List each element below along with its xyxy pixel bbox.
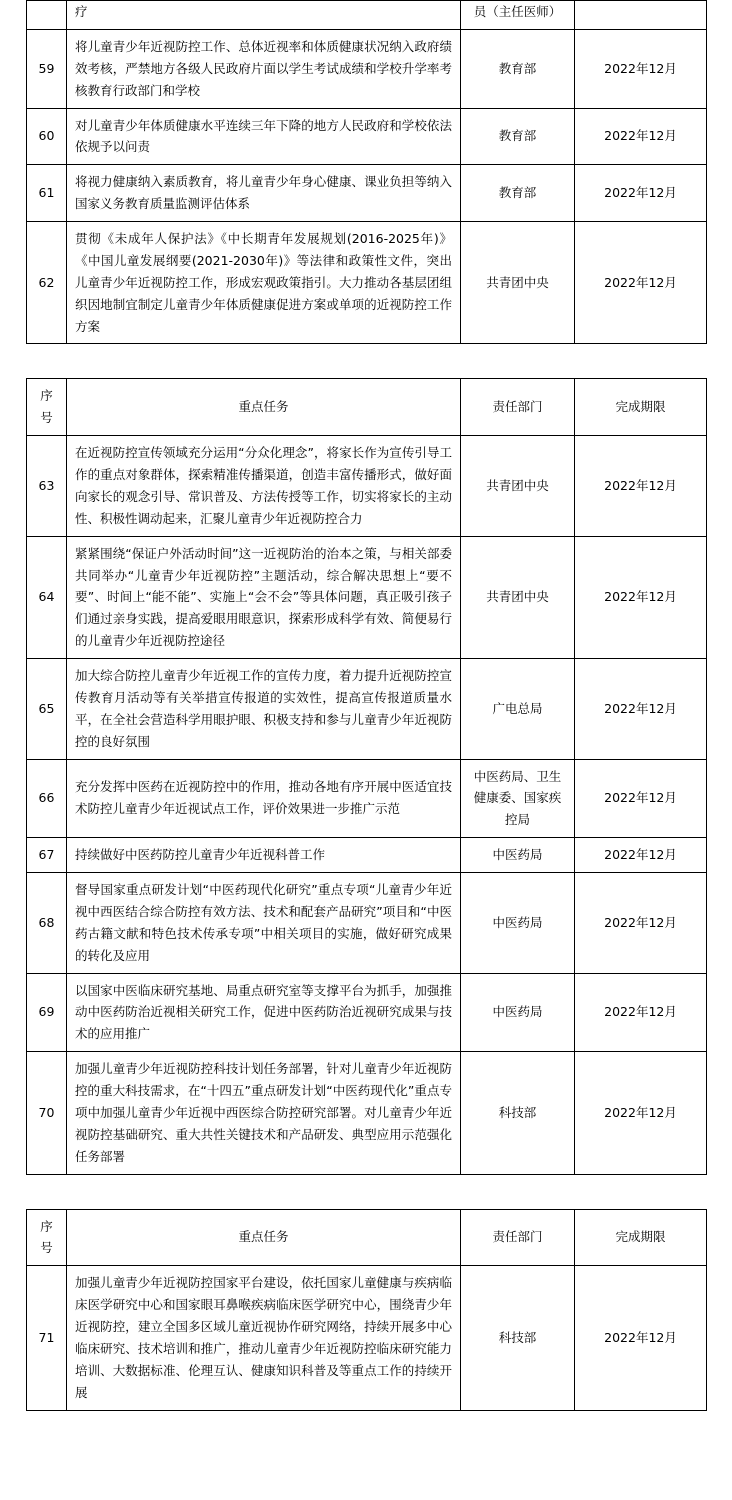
row-task: 紧紧围绕“保证户外活动时间”这一近视防治的治本之策，与相关部委共同举办“儿童青少年近视防控”主题活动，综合解决思想上“要不要”、时间上“能不能”、实施上“会不会”等具体问题，真正吸引孩子们通过亲身实践，提高爱眼用眼意识，探索形成科学有效、简便易行的儿童青少年近视防控途径 (67, 536, 461, 658)
row-number: 70 (27, 1052, 67, 1174)
table-header-row (27, 379, 707, 436)
table-block-2 (26, 378, 707, 1174)
row-department: 教育部 (461, 165, 575, 222)
row-department: 中医药局 (461, 838, 575, 873)
row-department: 员（主任医师） (461, 1, 575, 30)
row-due: 2022年12月 (575, 536, 707, 658)
row-number: 65 (27, 659, 67, 760)
table-row (27, 1266, 707, 1410)
table-row (27, 222, 707, 344)
row-task: 加强儿童青少年近视防控科技计划任务部署，针对儿童青少年近视防控的重大科技需求，在“十四五”重点研发计划“中医药现代化”重点专项中加强儿童青少年近视中西医综合防控研究部署。对儿童青少年近视防控基础研究、重大共性关键技术和产品研发、典型应用示范强化任务部署 (67, 1052, 461, 1174)
row-due: 2022年12月 (575, 165, 707, 222)
row-department: 中医药局 (461, 973, 575, 1052)
table-row (27, 759, 707, 838)
row-department: 科技部 (461, 1052, 575, 1174)
row-department: 教育部 (461, 108, 575, 165)
row-number: 69 (27, 973, 67, 1052)
row-due: 2022年12月 (575, 659, 707, 760)
row-department: 共青团中央 (461, 436, 575, 537)
row-due (575, 1, 707, 30)
row-task: 加大综合防控儿童青少年近视工作的宣传力度，着力提升近视防控宣传教育月活动等有关举措宣传报道的实效性，提高宣传报道质量水平，在全社会营造科学用眼护眼、积极支持和参与儿童青少年近视防控的良好氛围 (67, 659, 461, 760)
row-number: 59 (27, 29, 67, 108)
column-header-no: 序号 (27, 379, 67, 436)
table-continued-top (26, 0, 707, 344)
page-break-gap (26, 1175, 706, 1209)
row-task: 加强儿童青少年近视防控国家平台建设，依托国家儿童健康与疾病临床医学研究中心和国家眼耳鼻喉疾病临床医学研究中心，围绕青少年近视防控，建立全国多区域儿童近视协作研究网络，持续开展多中心临床研究、技术培训和推广，推动儿童青少年近视防控临床研究能力培训、大数据标准、伦理互认、健康知识科普及等重点工作的持续开展 (67, 1266, 461, 1410)
row-number: 63 (27, 436, 67, 537)
table-row (27, 973, 707, 1052)
table-row (27, 659, 707, 760)
row-due: 2022年12月 (575, 436, 707, 537)
row-number: 71 (27, 1266, 67, 1410)
row-number (27, 1, 67, 30)
table-row (27, 1, 707, 30)
row-department: 中医药局、卫生健康委、国家疾控局 (461, 759, 575, 838)
row-department: 科技部 (461, 1266, 575, 1410)
column-header-dept: 责任部门 (461, 1209, 575, 1266)
table-row (27, 436, 707, 537)
row-department: 中医药局 (461, 873, 575, 974)
row-number: 62 (27, 222, 67, 344)
column-header-dept: 责任部门 (461, 379, 575, 436)
table-row (27, 108, 707, 165)
column-header-task: 重点任务 (67, 1209, 461, 1266)
row-number: 61 (27, 165, 67, 222)
table-header-row (27, 1209, 707, 1266)
row-task: 疗 (67, 1, 461, 30)
column-header-due: 完成期限 (575, 379, 707, 436)
row-due: 2022年12月 (575, 29, 707, 108)
row-department: 广电总局 (461, 659, 575, 760)
row-due: 2022年12月 (575, 973, 707, 1052)
row-task: 将儿童青少年近视防控工作、总体近视率和体质健康状况纳入政府绩效考核，严禁地方各级人民政府片面以学生考试成绩和学校升学率考核教育行政部门和学校 (67, 29, 461, 108)
row-number: 68 (27, 873, 67, 974)
row-due: 2022年12月 (575, 759, 707, 838)
table-row (27, 838, 707, 873)
row-task: 在近视防控宣传领域充分运用“分众化理念”，将家长作为宣传引导工作的重点对象群体，探索精准传播渠道，创造丰富传播形式，做好面向家长的观念引导、常识普及、方法传授等工作，切实将家长的主动性、积极性调动起来，汇聚儿童青少年近视防控合力 (67, 436, 461, 537)
row-number: 64 (27, 536, 67, 658)
row-department: 共青团中央 (461, 222, 575, 344)
row-number: 60 (27, 108, 67, 165)
table-row (27, 873, 707, 974)
row-task: 将视力健康纳入素质教育，将儿童青少年身心健康、课业负担等纳入国家义务教育质量监测评估体系 (67, 165, 461, 222)
row-number: 66 (27, 759, 67, 838)
row-task: 督导国家重点研发计划“中医药现代化研究”重点专项“儿童青少年近视中西医结合综合防控有效方法、技术和配套产品研究”项目和“中医药古籍文献和特色技术传承专项”中相关项目的实施，做好研究成果的转化及应用 (67, 873, 461, 974)
row-due: 2022年12月 (575, 222, 707, 344)
row-task: 持续做好中医药防控儿童青少年近视科普工作 (67, 838, 461, 873)
row-due: 2022年12月 (575, 1266, 707, 1410)
column-header-due: 完成期限 (575, 1209, 707, 1266)
table-row (27, 536, 707, 658)
column-header-no: 序号 (27, 1209, 67, 1266)
table-row (27, 29, 707, 108)
table-block-3 (26, 1209, 707, 1411)
row-number: 67 (27, 838, 67, 873)
row-department: 共青团中央 (461, 536, 575, 658)
row-department: 教育部 (461, 29, 575, 108)
row-due: 2022年12月 (575, 873, 707, 974)
row-task: 充分发挥中医药在近视防控中的作用，推动各地有序开展中医适宜技术防控儿童青少年近视试点工作，评价效果进一步推广示范 (67, 759, 461, 838)
row-due: 2022年12月 (575, 1052, 707, 1174)
table-row (27, 1052, 707, 1174)
row-due: 2022年12月 (575, 838, 707, 873)
row-due: 2022年12月 (575, 108, 707, 165)
table-row (27, 165, 707, 222)
page-break-gap (26, 344, 706, 378)
row-task: 对儿童青少年体质健康水平连续三年下降的地方人民政府和学校依法依规予以问责 (67, 108, 461, 165)
column-header-task: 重点任务 (67, 379, 461, 436)
row-task: 以国家中医临床研究基地、局重点研究室等支撑平台为抓手，加强推动中医药防治近视相关研究工作，促进中医药防治近视研究成果与技术的应用推广 (67, 973, 461, 1052)
row-task: 贯彻《未成年人保护法》《中长期青年发展规划(2016-2025年)》《中国儿童发展纲要(2021-2030年)》等法律和政策性文件，突出儿童青少年近视防控工作，形成宏观政策指引。大力推动各基层团组织因地制宜制定儿童青少年体质健康促进方案或单项的近视防控工作方案 (67, 222, 461, 344)
